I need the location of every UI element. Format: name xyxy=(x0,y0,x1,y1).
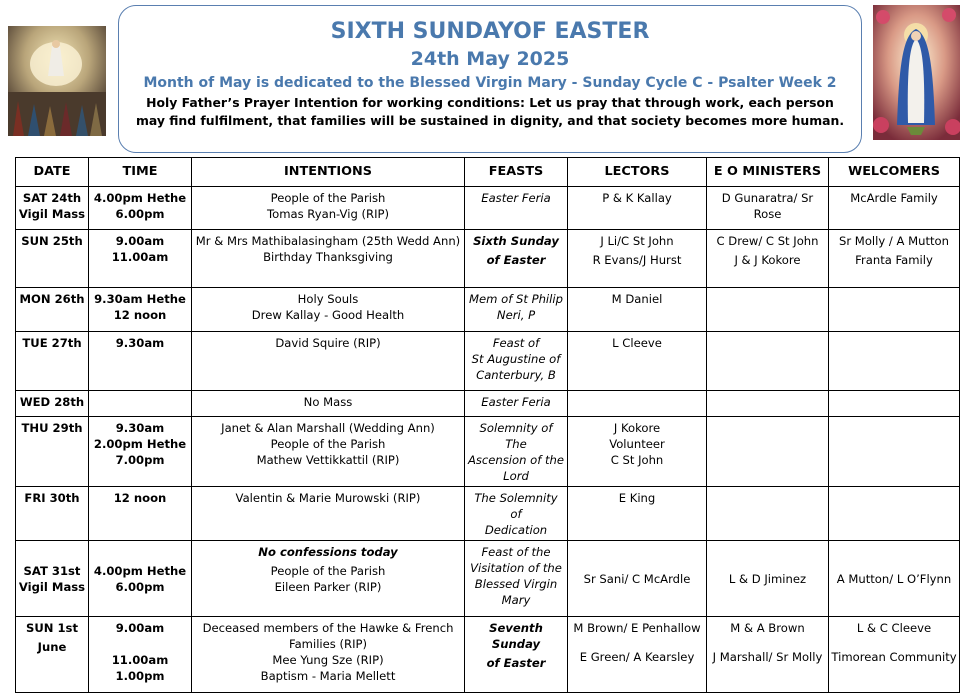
date-cell xyxy=(16,487,89,541)
intention-text: Drew Kallay - Good Health xyxy=(251,308,405,322)
intention-text: Holy Souls xyxy=(297,292,359,306)
intention-text: People of the Parish xyxy=(270,564,386,578)
ministers-cell xyxy=(707,187,829,230)
welcomers-cell xyxy=(829,417,960,487)
date-cell xyxy=(16,230,89,288)
ministers-cell xyxy=(707,487,829,541)
intentions-cell xyxy=(192,417,465,487)
time-text: 12 noon xyxy=(113,491,167,505)
table-row xyxy=(16,187,960,230)
table-header-row xyxy=(16,158,960,187)
column-header-welcomers: WELCOMERS xyxy=(829,158,960,187)
ministers-cell xyxy=(707,288,829,332)
welcomers-cell xyxy=(829,391,960,417)
lectors-cell xyxy=(568,487,707,541)
lectors-cell xyxy=(568,617,707,693)
intention-text: People of the Parish xyxy=(270,437,386,451)
welcomers-cell xyxy=(829,230,960,288)
welcomer-text: Timorean Community xyxy=(831,650,957,664)
lector-text: P & K Kallay xyxy=(602,191,672,205)
lector-text: R Evans/J Hurst xyxy=(592,253,682,267)
lectors-cell xyxy=(568,391,707,417)
feast-text: Neri, P xyxy=(496,308,536,322)
ministers-cell xyxy=(707,332,829,391)
table-row xyxy=(16,332,960,391)
date-text: Vigil Mass xyxy=(18,207,86,221)
lectors-cell xyxy=(568,230,707,288)
lector-text: L Cleeve xyxy=(612,336,662,350)
ministers-cell xyxy=(707,617,829,693)
feast-text: Mary xyxy=(501,593,531,607)
feast-text: Easter Feria xyxy=(481,395,551,409)
table-row xyxy=(16,288,960,332)
feast-text: The Solemnity of xyxy=(474,491,558,521)
intentions-cell xyxy=(192,391,465,417)
ascension-painting-image xyxy=(8,26,106,136)
date-text: Vigil Mass xyxy=(18,580,86,594)
minister-text: D Gunaratra/ Sr xyxy=(721,191,814,205)
intentions-cell xyxy=(192,288,465,332)
date-text: SUN 1st xyxy=(25,621,78,635)
lectors-cell xyxy=(568,187,707,230)
feast-cell xyxy=(465,617,568,693)
lector-text: J Kokore xyxy=(613,421,661,435)
schedule-table xyxy=(15,157,960,693)
table-row xyxy=(16,487,960,541)
feast-text: Blessed Virgin xyxy=(474,577,558,591)
welcomers-cell xyxy=(829,332,960,391)
intention-text: People of the Parish xyxy=(270,191,386,205)
lector-text: M Brown/ E Penhallow xyxy=(573,621,701,635)
date-text: MON 26th xyxy=(19,292,85,306)
welcomers-cell xyxy=(829,288,960,332)
time-text: 12 noon xyxy=(113,308,167,322)
date-text: WED 28th xyxy=(19,395,85,409)
time-text: 9.00am xyxy=(115,621,165,635)
date-cell xyxy=(16,332,89,391)
date-text: June xyxy=(37,640,67,654)
table-row xyxy=(16,391,960,417)
time-cell xyxy=(89,487,192,541)
lectors-cell xyxy=(568,417,707,487)
date-cell xyxy=(16,288,89,332)
intentions-cell xyxy=(192,230,465,288)
intentions-cell xyxy=(192,487,465,541)
lector-text: J Li/C St John xyxy=(600,234,674,248)
column-header-intentions: INTENTIONS xyxy=(192,158,465,187)
intention-text: Mee Yung Sze (RIP) xyxy=(272,653,384,667)
intention-text: No Mass xyxy=(303,395,353,409)
table-row xyxy=(16,541,960,617)
welcomer-text: Franta Family xyxy=(855,253,933,267)
date-text: SUN 25th xyxy=(21,234,83,248)
column-header-feasts: FEASTS xyxy=(465,158,568,187)
time-cell xyxy=(89,230,192,288)
date-text: TUE 27th xyxy=(22,336,82,350)
intention-text: Families (RIP) xyxy=(288,637,368,651)
intention-text: Tomas Ryan-Vig (RIP) xyxy=(266,207,390,221)
time-cell xyxy=(89,332,192,391)
time-text: 4.00pm Hethe xyxy=(93,564,187,578)
intention-text: David Squire (RIP) xyxy=(275,336,381,350)
date-cell xyxy=(16,391,89,417)
time-cell xyxy=(89,541,192,617)
time-text: 2.00pm Hethe xyxy=(93,437,187,451)
welcomers-cell xyxy=(829,487,960,541)
feast-text: Easter Feria xyxy=(481,191,551,205)
no-confessions-note: No confessions today xyxy=(258,545,398,559)
time-cell xyxy=(89,617,192,693)
lector-text: Volunteer xyxy=(609,437,665,451)
bulletin-header xyxy=(118,5,862,153)
intention-text: Deceased members of the Hawke & French xyxy=(202,621,454,635)
ministers-cell xyxy=(707,541,829,617)
intentions-cell xyxy=(192,617,465,693)
welcomers-cell xyxy=(829,187,960,230)
welcomer-text: L & C Cleeve xyxy=(856,621,932,635)
time-text: 11.00am xyxy=(111,653,169,667)
lector-text: C St John xyxy=(610,453,664,467)
time-text: 9.30am xyxy=(115,421,165,435)
date-text: THU 29th xyxy=(21,421,83,435)
column-header-ministers: E O MINISTERS xyxy=(707,158,829,187)
time-text: 9.00am xyxy=(115,234,165,248)
virgin-mary-image xyxy=(873,5,960,140)
feast-text: St Augustine of xyxy=(471,352,561,366)
feast-text: Feast of the xyxy=(481,545,551,559)
ministers-cell xyxy=(707,417,829,487)
bulletin-date: 24th May 2025 xyxy=(410,48,570,70)
feast-cell xyxy=(465,230,568,288)
minister-text: J Marshall/ Sr Molly xyxy=(712,650,823,664)
feast-text: Lord xyxy=(503,469,529,483)
time-text: 7.00pm xyxy=(115,453,165,467)
intention-text: Birthday Thanksgiving xyxy=(263,250,393,264)
feast-cell xyxy=(465,417,568,487)
intentions-cell xyxy=(192,332,465,391)
minister-text: M & A Brown xyxy=(730,621,805,635)
welcomers-cell xyxy=(829,541,960,617)
time-text: 6.00pm xyxy=(115,580,165,594)
welcomer-text: Sr Molly / A Mutton xyxy=(839,234,949,248)
time-text: 11.00am xyxy=(111,250,169,264)
time-text: 9.30am Hethe xyxy=(94,292,186,306)
month-dedication: Month of May is dedicated to the Blessed Virgin Mary - Sunday Cycle C - Psalter Week 2 xyxy=(143,75,837,91)
ministers-cell xyxy=(707,230,829,288)
table-row xyxy=(16,230,960,288)
feast-cell xyxy=(465,487,568,541)
time-text: 9.30am xyxy=(115,336,165,350)
feast-cell xyxy=(465,288,568,332)
intention-text: Valentin & Marie Murowski (RIP) xyxy=(235,491,421,505)
lector-text: E King xyxy=(618,491,656,505)
column-header-time: TIME xyxy=(89,158,192,187)
date-cell xyxy=(16,417,89,487)
time-cell xyxy=(89,288,192,332)
feast-text: Canterbury, B xyxy=(476,368,556,382)
feast-cell xyxy=(465,541,568,617)
time-cell xyxy=(89,417,192,487)
lector-text: Sr Sani/ C McArdle xyxy=(583,572,691,586)
intention-text: Eileen Parker (RIP) xyxy=(274,580,382,594)
feast-text: Dedication xyxy=(484,523,548,537)
welcomer-text: McArdle Family xyxy=(850,191,938,205)
welcomer-text: A Mutton/ L O’Flynn xyxy=(836,572,952,586)
intention-text: Mathew Vettikkattil (RIP) xyxy=(256,453,400,467)
feast-cell xyxy=(465,332,568,391)
feast-text: Sixth Sunday xyxy=(473,234,559,248)
feast-text: Visitation of the xyxy=(470,561,562,575)
prayer-intention: Holy Father’s Prayer Intention for working conditions: Let us pray that through work, each person may find fulfilment, that families will be sustained in dignity, and that society becomes more human. xyxy=(135,95,845,128)
intentions-cell xyxy=(192,187,465,230)
feast-cell xyxy=(465,391,568,417)
minister-text: J & J Kokore xyxy=(734,253,801,267)
date-text: FRI 30th xyxy=(24,491,80,505)
minister-text: C Drew/ C St John xyxy=(716,234,819,248)
intentions-cell xyxy=(192,541,465,617)
welcomers-cell xyxy=(829,617,960,693)
feast-cell xyxy=(465,187,568,230)
lectors-cell xyxy=(568,288,707,332)
intention-text: Janet & Alan Marshall (Wedding Ann) xyxy=(221,421,435,435)
minister-text: L & D Jiminez xyxy=(728,572,807,586)
time-cell xyxy=(89,187,192,230)
ministers-cell xyxy=(707,391,829,417)
date-cell xyxy=(16,187,89,230)
feast-text: Feast of xyxy=(492,336,540,350)
lector-text: M Daniel xyxy=(611,292,663,306)
feast-text: Seventh Sunday xyxy=(489,621,543,651)
table-row xyxy=(16,617,960,693)
table-row xyxy=(16,417,960,487)
feast-text: Mem of St Philip xyxy=(469,292,563,306)
feast-text: Solemnity of The xyxy=(479,421,553,451)
lectors-cell xyxy=(568,541,707,617)
column-header-lectors: LECTORS xyxy=(568,158,707,187)
date-text: SAT 31st xyxy=(23,564,81,578)
feast-text: of Easter xyxy=(486,253,546,267)
date-cell xyxy=(16,541,89,617)
minister-text: Rose xyxy=(753,207,782,221)
page-title: SIXTH SUNDAYOF EASTER xyxy=(330,19,650,44)
column-header-date: DATE xyxy=(16,158,89,187)
lector-text: E Green/ A Kearsley xyxy=(579,650,695,664)
intention-text: Baptism - Maria Mellett xyxy=(260,669,396,683)
time-cell xyxy=(89,391,192,417)
date-text: SAT 24th xyxy=(22,191,82,205)
time-text: 1.00pm xyxy=(115,669,165,683)
time-text: 4.00pm Hethe xyxy=(93,191,187,205)
lectors-cell xyxy=(568,332,707,391)
feast-text: Ascension of the xyxy=(467,453,565,467)
intention-text: Mr & Mrs Mathibalasingham (25th Wedd Ann) xyxy=(195,234,461,248)
time-text: 6.00pm xyxy=(115,207,165,221)
date-cell xyxy=(16,617,89,693)
feast-text: of Easter xyxy=(486,656,546,670)
